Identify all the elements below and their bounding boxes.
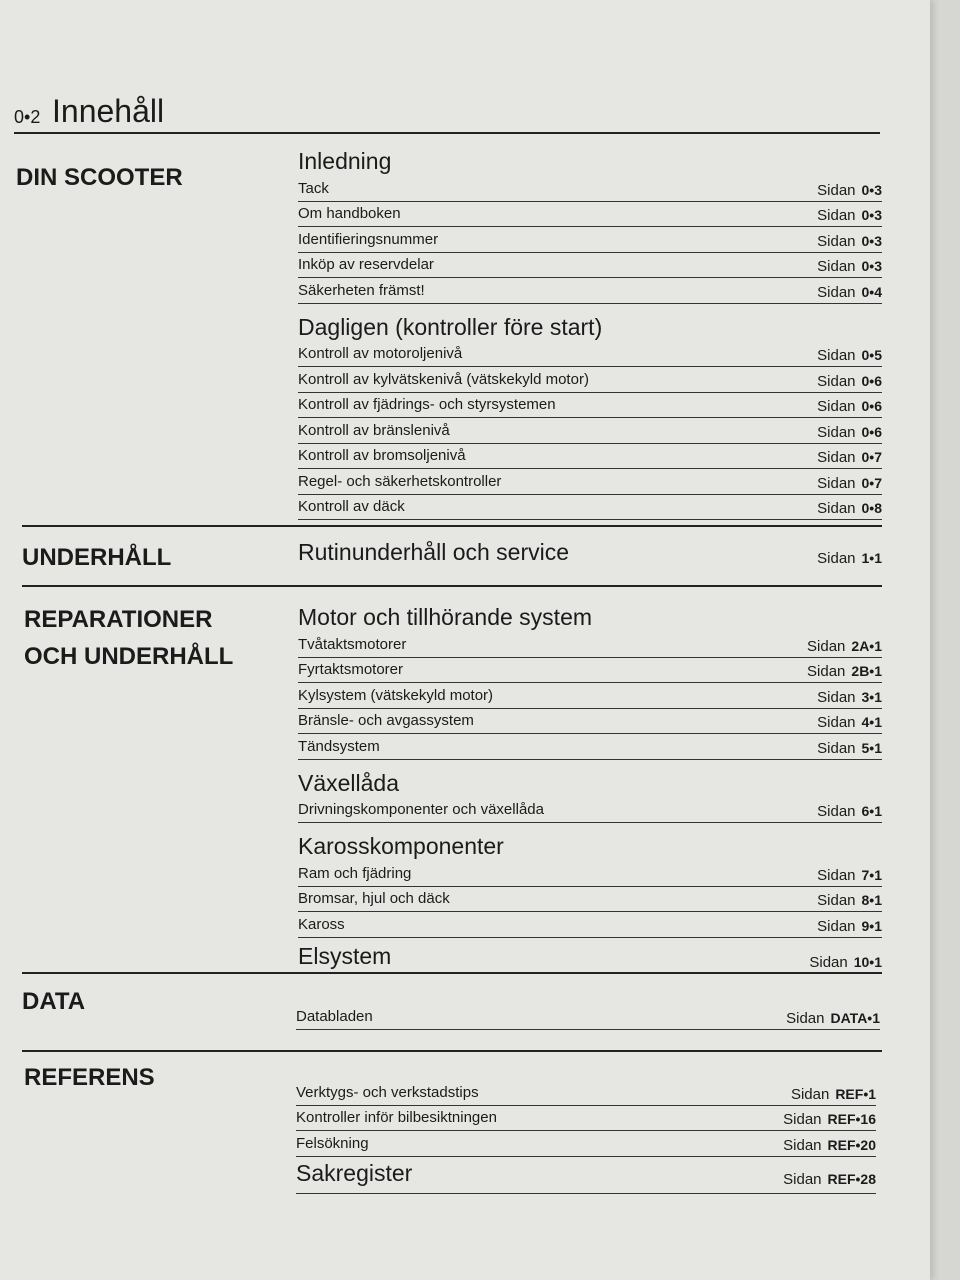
entry-label: Tvåtaktsmotorer: [298, 635, 407, 653]
entry-label: Identifieringsnummer: [298, 230, 439, 248]
toc-entry[interactable]: [298, 278, 882, 304]
entry-label: Bränsle- och avgassystem: [298, 712, 474, 729]
entry-page: Sidan 2B•1: [807, 663, 882, 680]
entry-label: Tack: [298, 179, 329, 197]
toc-entry[interactable]: [298, 227, 882, 253]
entry-label: Felsökning: [296, 1134, 369, 1152]
toc-din-scooter: [298, 146, 882, 520]
entry-label: Elsystem: [298, 942, 392, 969]
entry-label: Verktygs- och verkstadstips: [296, 1083, 479, 1101]
toc-entry[interactable]: [298, 444, 882, 470]
entry-page: Sidan 4•1: [817, 714, 882, 731]
entry-label: Kylsystem (vätskekyld motor): [298, 686, 494, 704]
entry-label: Kontroll av kylvätskenivå (vätskekyld motor): [298, 370, 589, 388]
entry-page: Sidan REF•1: [790, 1085, 876, 1103]
entry-page: Sidan 7•1: [817, 866, 882, 884]
entry-page: Sidan 1•1: [817, 550, 882, 567]
toc-entry[interactable]: [298, 912, 882, 938]
entry-page: Sidan 2A•1: [807, 637, 882, 655]
toc-entry[interactable]: [298, 202, 882, 228]
toc-underhall: [298, 536, 882, 572]
group-title: Inledning: [298, 148, 392, 174]
toc-entry[interactable]: [296, 1106, 876, 1132]
entry-page: Sidan DATA•1: [786, 1009, 880, 1027]
toc-data: [296, 1004, 880, 1030]
entry-label: Inköp av reservdelar: [298, 256, 434, 273]
entry-page: Sidan 0•4: [817, 283, 882, 301]
entry-label: Rutinunderhåll och service: [298, 539, 570, 565]
toc-entry[interactable]: [298, 861, 882, 887]
entry-page: Sidan 0•3: [817, 207, 882, 224]
entry-page: Sidan 0•3: [817, 258, 882, 275]
toc-reparationer: [298, 602, 882, 976]
toc-entry[interactable]: [298, 176, 882, 202]
entry-label: Regel- och säkerhetskontroller: [298, 472, 502, 490]
toc-entry[interactable]: [298, 798, 882, 824]
toc-entry[interactable]: [298, 734, 882, 760]
entry-page: Sidan 0•6: [817, 372, 882, 390]
entry-page: Sidan REF•16: [783, 1111, 876, 1128]
section-divider: [22, 972, 882, 974]
toc-entry[interactable]: [298, 658, 882, 684]
toc-entry[interactable]: [298, 709, 882, 735]
toc-entry[interactable]: [296, 1131, 876, 1157]
page-header: [14, 88, 880, 134]
entry-page: Sidan REF•28: [783, 1170, 876, 1188]
entry-page: Sidan 0•7: [817, 449, 882, 466]
toc-entry[interactable]: [298, 632, 882, 658]
entry-page: Sidan 10•1: [809, 953, 882, 971]
entry-page: Sidan 0•8: [817, 500, 882, 517]
section-title-line1: REPARATIONER: [24, 606, 213, 633]
entry-label: Fyrtaktsmotorer: [298, 661, 404, 678]
toc-entry[interactable]: [298, 418, 882, 444]
section-divider: [22, 1050, 882, 1052]
entry-label: Kaross: [298, 915, 345, 933]
group-title: Motor och tillhörande system: [298, 604, 593, 630]
entry-label: Kontroll av däck: [298, 498, 405, 515]
toc-entry[interactable]: [298, 887, 882, 913]
entry-label: Kontroll av fjädrings- och styrsystemen: [298, 396, 556, 413]
toc-entry[interactable]: [296, 1080, 876, 1106]
entry-label: Tändsystem: [298, 737, 380, 755]
toc-entry[interactable]: [298, 342, 882, 368]
entry-label: Databladen: [296, 1007, 373, 1025]
entry-page: Sidan 6•1: [817, 803, 882, 820]
toc-entry[interactable]: [298, 469, 882, 495]
toc-entry[interactable]: [298, 683, 882, 709]
entry-label: Kontroller inför bilbesiktningen: [296, 1109, 497, 1126]
toc-entry[interactable]: [298, 367, 882, 393]
toc-entry[interactable]: [298, 536, 882, 572]
section-title-line2: OCH UNDERHÅLL: [24, 643, 234, 670]
toc-entry-sakregister[interactable]: [296, 1157, 876, 1194]
section-title: DATA: [22, 988, 86, 1015]
page-title: Innehåll: [52, 93, 165, 129]
entry-page: Sidan 0•6: [817, 423, 882, 441]
entry-label: Kontroll av bromsoljenivå: [298, 447, 466, 464]
toc-entry[interactable]: [298, 253, 882, 279]
entry-page: Sidan 0•3: [817, 232, 882, 250]
toc-referens: [296, 1080, 876, 1194]
section-divider: [22, 525, 882, 527]
entry-page: Sidan REF•20: [783, 1136, 876, 1154]
entry-label: Sakregister: [296, 1159, 413, 1186]
entry-page: Sidan 0•7: [817, 474, 882, 492]
group-title: Växellåda: [298, 769, 400, 796]
entry-label: Säkerheten främst!: [298, 281, 425, 299]
toc-entry[interactable]: [298, 393, 882, 419]
entry-label: Drivningskomponenter och växellåda: [298, 801, 544, 818]
entry-page: Sidan 3•1: [817, 688, 882, 706]
entry-page: Sidan 9•1: [817, 917, 882, 935]
toc-entry-elsystem[interactable]: [298, 940, 882, 976]
group-title: Dagligen (kontroller före start): [298, 313, 603, 340]
entry-label: Kontroll av motoroljenivå: [298, 345, 463, 362]
entry-label: Kontroll av bränslenivå: [298, 421, 450, 439]
toc-entry[interactable]: [298, 495, 882, 521]
toc-entry[interactable]: [296, 1004, 880, 1030]
page-number: 0•2: [14, 107, 41, 127]
entry-label: Om handboken: [298, 205, 401, 222]
group-title: Karosskomponenter: [298, 833, 504, 859]
entry-page: Sidan 0•5: [817, 347, 882, 364]
entry-page: Sidan 8•1: [817, 892, 882, 909]
entry-label: Bromsar, hjul och däck: [298, 890, 450, 907]
section-title: REFERENS: [24, 1064, 155, 1091]
section-title: UNDERHÅLL: [22, 544, 172, 571]
section-divider: [22, 585, 882, 587]
entry-page: Sidan 0•3: [817, 181, 882, 199]
section-title: DIN SCOOTER: [16, 164, 183, 191]
entry-page: Sidan 0•6: [817, 398, 882, 415]
entry-page: Sidan 5•1: [817, 739, 882, 757]
entry-label: Ram och fjädring: [298, 864, 412, 882]
